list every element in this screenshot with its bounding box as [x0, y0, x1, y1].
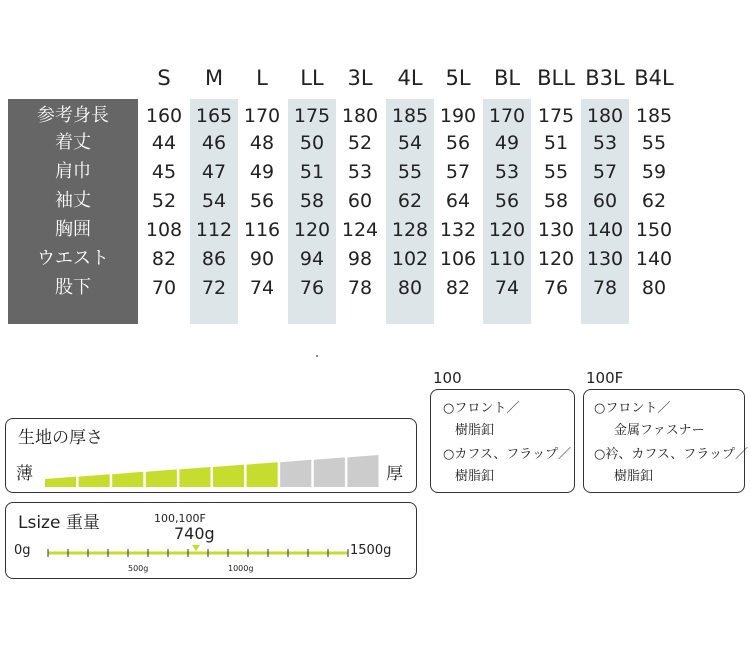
size-cell: 82: [445, 277, 471, 299]
size-cell: 160: [145, 105, 183, 127]
size-header: S: [157, 66, 171, 90]
thickness-segment-empty: [347, 455, 378, 487]
size-cell: 124: [341, 219, 379, 241]
size-cell: 54: [397, 132, 423, 154]
thickness-segment-empty: [280, 460, 311, 487]
size-cell: 108: [145, 219, 183, 241]
spec-panel-100f: [583, 389, 748, 493]
spec-line: 樹脂釦: [455, 469, 495, 484]
size-cell: 78: [347, 277, 373, 299]
row-label: 参考身長: [37, 105, 109, 126]
size-cell: 53: [347, 161, 373, 183]
spec-line: 樹脂釦: [455, 423, 495, 438]
size-cell: 52: [347, 132, 373, 154]
size-cell: 140: [635, 248, 673, 270]
size-cell: 170: [243, 105, 281, 127]
thickness-meter: [44, 447, 380, 487]
size-cell: 80: [641, 277, 667, 299]
size-cell: 49: [249, 161, 275, 183]
spec-line: ○カフス、フラップ／: [443, 447, 571, 462]
size-cell: 120: [537, 248, 575, 270]
size-cell: 53: [592, 132, 618, 154]
size-cell: 57: [592, 161, 618, 183]
size-cell: 175: [293, 105, 331, 127]
model-label-100: 100: [433, 369, 462, 387]
size-cell: 51: [299, 161, 325, 183]
size-cell: 44: [151, 132, 177, 154]
size-cell: 59: [641, 161, 667, 183]
size-cell: 120: [488, 219, 526, 241]
row-label: 肩巾: [55, 161, 91, 182]
size-cell: 110: [488, 248, 526, 270]
size-cell: 90: [249, 248, 275, 270]
weight-min-label: 0g: [14, 543, 31, 558]
thickness-segment-filled: [247, 462, 278, 487]
size-cell: 128: [391, 219, 429, 241]
size-cell: 120: [293, 219, 331, 241]
size-cell: 57: [445, 161, 471, 183]
thickness-segment-empty: [314, 457, 345, 487]
size-cell: 74: [249, 277, 275, 299]
spec-line: ○衿、カフス、フラップ／: [594, 447, 748, 462]
weight-panel: [5, 502, 417, 579]
size-header: 4L: [397, 66, 423, 90]
size-cell: 180: [341, 105, 379, 127]
size-cell: 49: [494, 132, 520, 154]
size-header: BL: [493, 66, 521, 90]
size-cell: 53: [494, 161, 520, 183]
spec-line: ○フロント／: [594, 401, 671, 416]
size-header: 3L: [347, 66, 373, 90]
row-label: ウエスト: [37, 248, 109, 269]
size-cell: 74: [494, 277, 520, 299]
size-cell: 47: [201, 161, 227, 183]
size-cell: 140: [586, 219, 624, 241]
size-cell: 185: [391, 105, 429, 127]
size-cell: 170: [488, 105, 526, 127]
size-cell: 50: [299, 132, 325, 154]
size-cell: 175: [537, 105, 575, 127]
size-header: B3L: [585, 66, 625, 90]
row-label: 胸囲: [55, 219, 91, 240]
weight-value-label: 740g: [174, 524, 215, 543]
size-header: L: [256, 66, 268, 90]
size-cell: 106: [439, 248, 477, 270]
weight-scale: [44, 539, 354, 565]
size-cell: 52: [151, 190, 177, 212]
size-cell: 132: [439, 219, 477, 241]
size-cell: 45: [151, 161, 177, 183]
size-cell: 55: [543, 161, 569, 183]
thick-label: 厚: [386, 464, 403, 484]
size-cell: 150: [635, 219, 673, 241]
size-cell: 60: [592, 190, 618, 212]
size-header: M: [204, 66, 224, 90]
size-cell: 82: [151, 248, 177, 270]
size-cell: 48: [249, 132, 275, 154]
size-cell: 51: [543, 132, 569, 154]
size-cell: 54: [201, 190, 227, 212]
size-cell: 56: [249, 190, 275, 212]
size-cell: 62: [641, 190, 667, 212]
stray-dot: [316, 355, 318, 357]
size-cell: 56: [445, 132, 471, 154]
size-cell: 130: [537, 219, 575, 241]
size-cell: 58: [543, 190, 569, 212]
spec-line: 金属ファスナー: [614, 423, 705, 438]
size-cell: 62: [397, 190, 423, 212]
size-header: BLL: [537, 66, 575, 90]
tick-label-500: 500g: [128, 564, 149, 573]
thickness-segment-filled: [146, 469, 177, 487]
weight-models: 100,100F: [154, 512, 206, 525]
size-cell: 116: [243, 219, 281, 241]
thickness-segment-filled: [79, 474, 110, 487]
thickness-segment-filled: [112, 472, 143, 487]
spec-line: ○フロント／: [443, 401, 520, 416]
weight-max-label: 1500g: [350, 543, 392, 558]
thickness-segment-filled: [179, 467, 210, 487]
size-cell: 185: [635, 105, 673, 127]
thickness-title: 生地の厚さ: [18, 428, 103, 448]
size-cell: 165: [195, 105, 233, 127]
size-cell: 80: [397, 277, 423, 299]
model-label-100f: 100F: [586, 369, 624, 387]
row-label: 股下: [55, 277, 91, 298]
size-cell: 46: [201, 132, 227, 154]
weight-marker: [192, 545, 200, 551]
size-cell: 94: [299, 248, 325, 270]
weight-title: Lsize 重量: [18, 513, 100, 533]
tick-label-1000: 1000g: [228, 564, 254, 573]
thickness-panel: [5, 418, 417, 493]
size-cell: 98: [347, 248, 373, 270]
size-cell: 78: [592, 277, 618, 299]
size-cell: 102: [391, 248, 429, 270]
row-label: 着丈: [55, 132, 91, 153]
spec-panel-100: [430, 389, 575, 493]
thickness-segment-filled: [213, 465, 244, 487]
row-label: 袖丈: [55, 190, 91, 211]
size-cell: 180: [586, 105, 624, 127]
size-cell: 72: [201, 277, 227, 299]
thickness-segment-filled: [45, 477, 76, 487]
size-cell: 58: [299, 190, 325, 212]
size-cell: 64: [445, 190, 471, 212]
spec-line: 樹脂釦: [614, 469, 654, 484]
size-cell: 76: [299, 277, 325, 299]
size-cell: 76: [543, 277, 569, 299]
size-header: 5L: [445, 66, 471, 90]
size-cell: 112: [195, 219, 233, 241]
size-cell: 60: [347, 190, 373, 212]
size-cell: 55: [397, 161, 423, 183]
size-cell: 56: [494, 190, 520, 212]
size-cell: 55: [641, 132, 667, 154]
size-cell: 190: [439, 105, 477, 127]
size-cell: 86: [201, 248, 227, 270]
size-cell: 70: [151, 277, 177, 299]
size-header: LL: [300, 66, 324, 90]
thin-label: 薄: [16, 464, 33, 484]
size-cell: 130: [586, 248, 624, 270]
size-header: B4L: [634, 66, 674, 90]
